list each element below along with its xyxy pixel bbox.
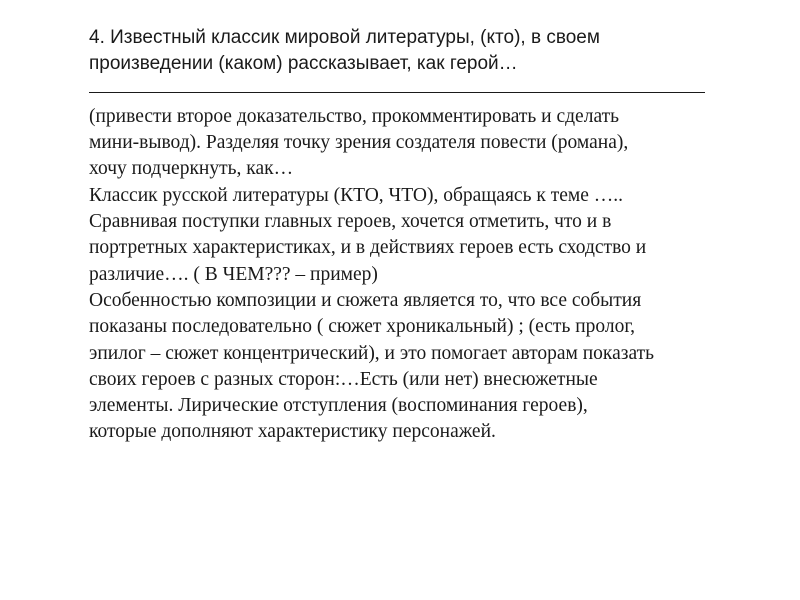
- text-line: мини-вывод). Разделяя точку зрения создателя повести (романа),: [89, 132, 629, 154]
- text-line: Сравнивая поступки главных героев, хочется отметить, что и в: [89, 211, 612, 233]
- horizontal-rule: [89, 92, 705, 93]
- text-line: произведении (каком) рассказывает, как герой…: [89, 53, 518, 75]
- text-line: элементы. Лирические отступления (воспоминания героев),: [89, 395, 588, 417]
- text-line: которые дополняют характеристику персонажей.: [89, 421, 496, 443]
- text-line: (привести второе доказательство, прокомментировать и сделать: [89, 105, 620, 127]
- text-line: показаны последовательно ( сюжет хроникальный) ; (есть пролог,: [89, 316, 636, 338]
- text-line: эпилог – сюжет концентрический), и это помогает авторам показать: [89, 342, 655, 364]
- slide-text: [89, 25, 769, 446]
- text-line: своих героев с разных сторон:…Есть (или нет) внесюжетные: [89, 368, 598, 390]
- text-line: различие…. ( В ЧЕМ??? – пример): [89, 263, 378, 285]
- text-line: портретных характеристиках, и в действиях героев есть сходство и: [89, 237, 647, 259]
- text-line: Классик русской литературы (КТО, ЧТО), обращаясь к теме …..: [89, 184, 623, 206]
- text-line: 4. Известный классик мировой литературы, (кто), в своем: [89, 27, 600, 48]
- text-line: хочу подчеркнуть, как…: [89, 158, 294, 180]
- answer-blank-line: [89, 78, 769, 104]
- text-line: Особенностью композиции и сюжета является то, что все события: [89, 289, 642, 311]
